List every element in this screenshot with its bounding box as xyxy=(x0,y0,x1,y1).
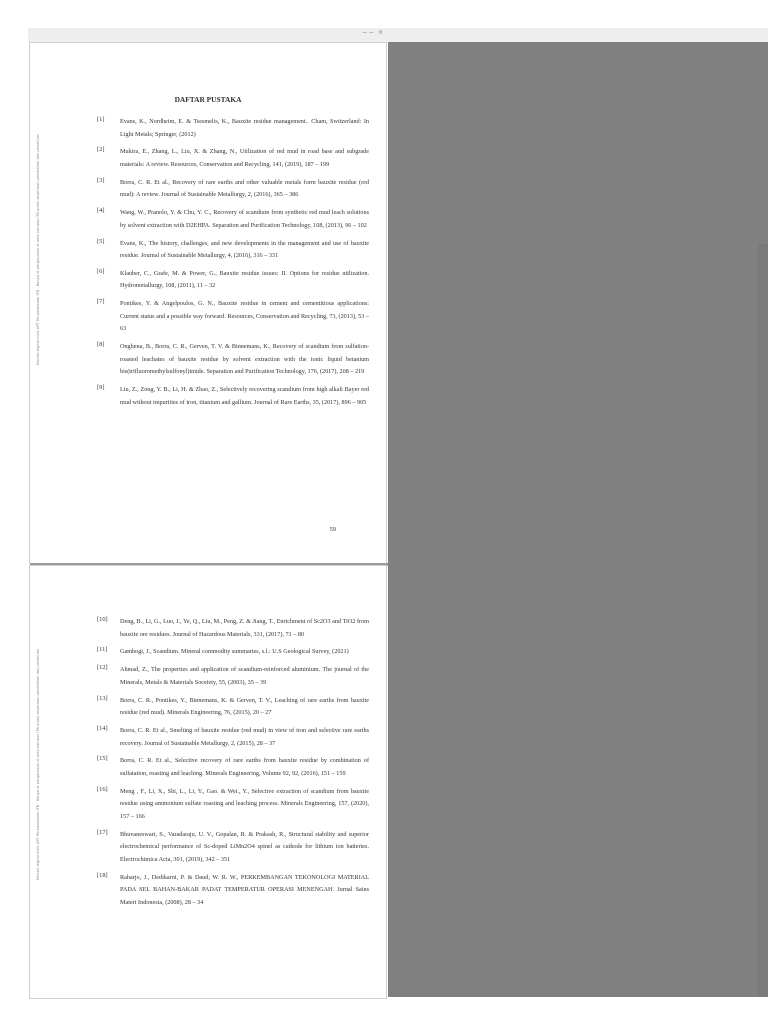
reference-item xyxy=(97,177,369,202)
reference-item xyxy=(97,829,369,867)
reference-number: [1] xyxy=(97,116,105,123)
reference-list xyxy=(97,116,369,415)
close-icon[interactable]: × xyxy=(378,29,384,36)
reference-text: Gambogi, J., Scandium. Mineral commodity summaries, s.l.: U.S Geological Survey, (2021) xyxy=(120,648,349,656)
reference-item xyxy=(97,646,369,659)
reference-number: [4] xyxy=(97,207,105,215)
page-title: DAFTAR PUSTAKA xyxy=(174,95,242,104)
reference-text: Wang, W., Pranolo, Y. & Chu, Y. C., Recovery of scandium from synthetic red mud leach solutions by solvent extraction with D2EHPA. Separation and Purification Technology, 108, (2013), 96 – 102 xyxy=(120,209,369,229)
reference-text: Borra, C. R. Et al., Smelting of bauxite residue (red mud) in view of iron and selective rare earths recovery. Journal of Sustainable Metallurgy, 2, (2015), 28 – 37 xyxy=(120,726,369,747)
reference-text: Evans, K., The history, challenges, and new developments in the management and use of bauxite residue. Journal of Sustainable Metallurgy, 4, (2016), 316 – 331 xyxy=(120,239,369,260)
reference-list xyxy=(97,616,369,915)
reference-item xyxy=(97,146,369,171)
reference-item xyxy=(97,268,369,293)
viewer-background xyxy=(388,42,768,997)
reference-number: [18] xyxy=(97,871,108,879)
reference-text: Deng, B., Li, G., Luo, J., Ye, Q., Liu, M., Peng, Z. & Jiang, T., Enrichment of Sc2O3 and TiO2 from bauxite ore residues. Journal of Hazardous Materials, 331, (2017), 71 – 80 xyxy=(120,618,369,638)
reference-item xyxy=(97,238,369,263)
reference-text: Klauber, C., Grafe, M. & Power, G., Bauxite residue issues: II. Options for residue utilization. Hydrometallurgy, 108, (2011), 11 – 32 xyxy=(120,269,369,290)
reference-number: [16] xyxy=(97,785,108,793)
reference-item xyxy=(97,116,369,141)
viewer-background-edge xyxy=(758,244,768,997)
reference-text: Onghena, B., Borra, C. R., Gerven, T. V. & Binnemans, K., Recovery of scandium from sulfation-roasted leachates of bauxite residue by solvent extraction with the ionic liquid betanium bis(trifluoromethylsulfonyl)imide. Separation and Purification Technology, 176, (2017), 208 – 219 xyxy=(120,343,369,376)
watermark: Koleksi digital milik UPT Perpustakaan ITB · Hanya di pergunakan di area kampus ITB untuk keperluan pendidikan dan penelitian xyxy=(36,133,40,365)
document-page-59 xyxy=(30,43,386,563)
reference-number: [3] xyxy=(97,176,105,184)
reference-number: [13] xyxy=(97,694,108,702)
reference-item xyxy=(97,298,369,336)
reference-text: Mukira, E., Zhang, L., Liu, X. & Zhang, N., Utilization of red mud in road base and subgrade materials: A review. Resources, Conservation and Recycling, 141, (2019), 187 – 199 xyxy=(120,148,369,168)
reference-number: [17] xyxy=(97,828,108,836)
reference-number: [9] xyxy=(97,384,105,392)
reference-text: Bhuvaneswari, S., Varadaraju, U. V., Gopalan, R. & Prakash, R., Structural stability and superior electrochemical performance of Sc-doped LiMn2O4 spinel as cathode for lithium ion batteries. Electrochimica Acta, 301, (2019), 342 – 351 xyxy=(120,830,369,863)
reference-text: Ahmad, Z., The properties and application of scandium-reinforced aluminium. The journal of the Minerals, Metals & Materials Soceiety, 55, (2003), 35 – 39 xyxy=(120,666,369,686)
reference-number: [14] xyxy=(97,724,108,732)
reference-item xyxy=(97,755,369,780)
reference-text: Pontikes, Y. & Angelpoulos, G. N., Bauxite residue in cement and cementitious applications: Current status and a possible way forward. Resources, Conservation and Recycling, 73, (2013), 53 – 63 xyxy=(120,300,369,333)
watermark: Koleksi digital milik UPT Perpustakaan ITB · Hanya di pergunakan di area kampus ITB untuk keperluan pendidikan dan penelitian xyxy=(36,648,40,880)
reference-item xyxy=(97,384,369,409)
reference-text: Borra, C. R. Et al., Selective recovery of rare earths from bauxite residue by combination of sulfatation, roasting and leaching. Minerals Engineering, Volume 92, 92, (2016), 151 – 159 xyxy=(120,757,369,777)
reference-item xyxy=(97,786,369,824)
reference-number: [8] xyxy=(97,341,105,349)
reference-item xyxy=(97,695,369,720)
viewer-toolbar xyxy=(28,28,768,42)
reference-text: Liu, Z., Zong, Y. B., Li, H. & Zhao, Z., Selectively recovering scandium from high alkali Bayer red mud without impurities of iron, titanium and gallium. Journal of Rare Earths, 35, (2017), 896 – 905 xyxy=(120,386,369,406)
reference-item xyxy=(97,207,369,232)
reference-number: [5] xyxy=(97,237,105,245)
reference-text: Evans, K., Nordheim, E. & Tsesmelis, K., Bauxite residue management.. Cham, Switzerland: In Light Metals; Springer, (2012) xyxy=(120,118,369,138)
reference-number: [11] xyxy=(97,646,108,654)
reference-item xyxy=(97,664,369,689)
reference-text: Meng , F., Li, X., Shi, L., Li, Y., Gao. & Wei., Y., Selective extraction of scandium from bauxite residue using ammonium sulfate roasting and leaching process. Minerals Engineering, 157, (2020), 157 – 166 xyxy=(120,787,369,820)
reference-item xyxy=(97,616,369,641)
reference-item xyxy=(97,341,369,379)
reference-item xyxy=(97,872,369,910)
reference-number: [7] xyxy=(97,298,105,306)
reference-item xyxy=(97,725,369,750)
reference-text: Raharjo, J., Dedikarni, P. & Daud, W. R. W., PERKEMBANGAN TEKONOLOGI MATERIAL PADA SEL BAHAN-BAKAR PADAT TEMPERATUR OPERASI MENENGAH. Jurnal Sains Materi Indonesia, (2008), 28 – 34 xyxy=(120,873,369,906)
reference-number: [10] xyxy=(97,616,108,623)
reference-number: [2] xyxy=(97,146,105,154)
page-number: 59 xyxy=(329,526,336,533)
reference-number: [6] xyxy=(97,267,105,275)
reference-text: Borra, C. R., Pontikes, Y., Binnemans, K. & Gerven, T. V., Leaching of rare earths from bauxite residue (red mud). Minerals Engineering, 76, (2015), 20 – 27 xyxy=(120,696,369,717)
reference-text: Borra, C. R. Et al., Recovery of rare earths and other valuable metals form bauxite residue (red mud): A review. Journal of Sustainable Metallurgy, 2, (2016), 365 – 386 xyxy=(120,178,369,199)
document-page-60 xyxy=(30,566,386,998)
zoom-controls[interactable]: − − xyxy=(362,29,374,36)
reference-number: [12] xyxy=(97,664,108,672)
reference-number: [15] xyxy=(97,755,108,763)
